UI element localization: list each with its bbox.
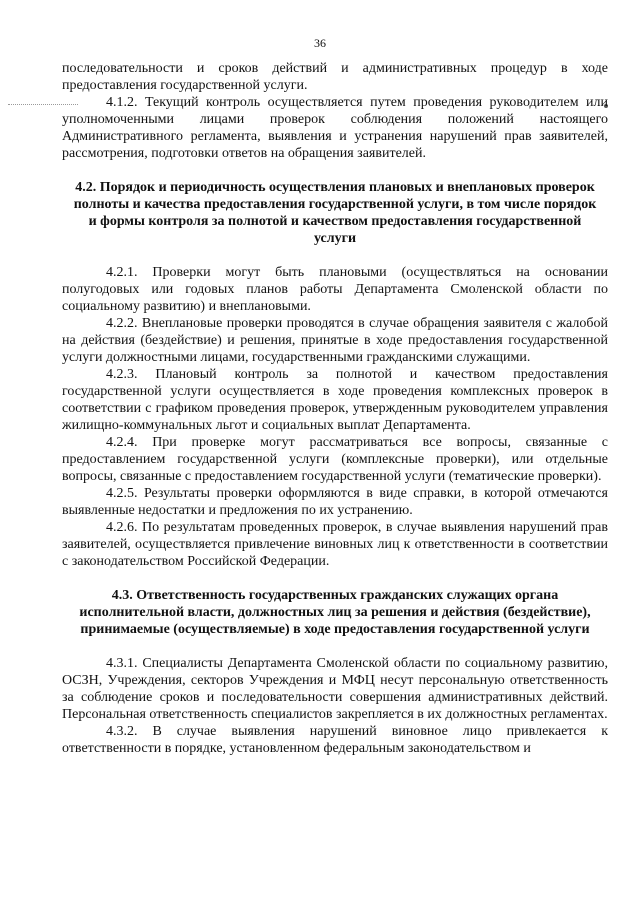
section-heading-4-2: 4.2. Порядок и периодичность осуществления плановых и внеплановых проверок полноты и качества предоставления государственной услуги, в том числе порядок и формы контроля за полнотой и качеством предоставления государственной услуги (73, 180, 597, 246)
paragraph-4-1-2: 4.1.2. Текущий контроль осуществляется путем проведения руководителем или уполномоченными лицами проверок соблюдения положений настоящего Административного регламента, выявления и устранения нарушений прав заявителей, рассмотрения, подготовки ответов на обращения заявителей. (62, 95, 608, 161)
document-body (62, 60, 608, 757)
paragraph-4-2-4: 4.2.4. При проверке могут рассматриваться все вопросы, связанные с предоставлением государственной услуги (комплексные проверки), или отдельные вопросы, связанные с предоставлением государственной услуги (тематические проверки). (62, 435, 608, 484)
page-number: 36 (314, 36, 326, 50)
paragraph-continuation: последовательности и сроков действий и административных процедур в ходе предоставления государственной услуги. (62, 61, 608, 93)
paragraph-4-2-5: 4.2.5. Результаты проверки оформляются в виде справки, в которой отмечаются выявленные недостатки и предложения по их устранению. (62, 486, 608, 518)
paragraph-4-2-3: 4.2.3. Плановый контроль за полнотой и качеством предоставления государственной услуги осуществляется в ходе проведения комплексных проверок в соответствии с графиком проведения проверок, утвержденным руководителем управления жилищно-коммунальных льгот и социальных выплат Департамента. (62, 367, 608, 433)
paragraph-4-2-2: 4.2.2. Внеплановые проверки проводятся в случае обращения заявителя с жалобой на действия (бездействие) и решения, принятые в ходе предоставления государственной услуги должностными лицами, государственными гражданскими служащими. (62, 316, 608, 365)
paragraph-4-3-2: 4.3.2. В случае выявления нарушений виновное лицо привлекается к ответственности в порядке, установленном федеральным законодательством и (62, 724, 608, 756)
paragraph-4-2-1: 4.2.1. Проверки могут быть плановыми (осуществляться на основании полугодовых или годовых планов работы Департамента Смоленской области по социальному развитию) и внеплановыми. (62, 265, 608, 314)
paragraph-4-3-1: 4.3.1. Специалисты Департамента Смоленской области по социальному развитию, ОСЗН, Учреждения, секторов Учреждения и МФЦ несут персональную ответственность за соблюдение сроков и последовательности совершения административных действий. Персональная ответственность специалистов закрепляется в их должностных регламентах. (62, 656, 608, 722)
section-heading-4-3: 4.3. Ответственность государственных гражданских служащих органа исполнительной власти, должностных лиц за решения и действия (бездействие), принимаемые (осуществляемые) в ходе предоставления государственной услуги (79, 588, 591, 637)
paragraph-4-2-6: 4.2.6. По результатам проведенных проверок, в случае выявления нарушений прав заявителей, осуществляется привлечение виновных лиц к ответственности в соответствии с законодательством Российской Федерации. (62, 520, 608, 569)
